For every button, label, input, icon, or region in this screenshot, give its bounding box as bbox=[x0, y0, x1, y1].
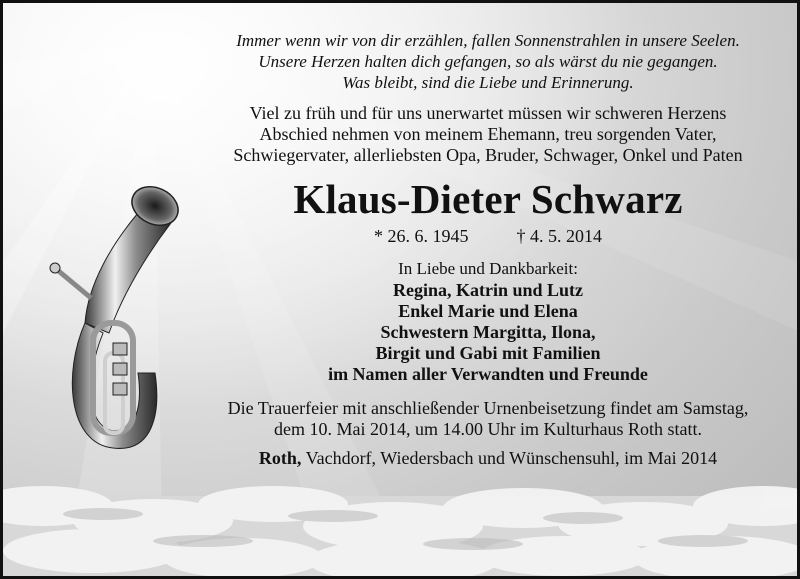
funeral-service-info bbox=[188, 398, 788, 440]
deceased-name: Klaus-Dieter Schwarz bbox=[293, 176, 683, 222]
place-town: Roth, bbox=[258, 448, 302, 468]
mourner-line: im Namen aller Verwandten und Freunde bbox=[328, 364, 648, 384]
intro-line: Schwiegervater, allerliebsten Opa, Bruder, Schwager, Onkel und Paten bbox=[233, 145, 743, 165]
intro-text bbox=[188, 103, 788, 166]
life-dates bbox=[188, 224, 788, 248]
service-line: Die Trauerfeier mit anschließender Urnenbeisetzung findet am Samstag, bbox=[227, 398, 749, 418]
poem-line: Immer wenn wir von dir erzählen, fallen Sonnenstrahlen in unsere Seelen. bbox=[236, 31, 740, 50]
mourner-line: Birgit und Gabi mit Familien bbox=[375, 343, 601, 363]
mourner-line: Enkel Marie und Elena bbox=[398, 301, 578, 321]
mourners-list bbox=[188, 280, 788, 385]
poem-line: Unsere Herzen halten dich gefangen, so als wärst du nie gegangen. bbox=[258, 52, 718, 71]
intro-line: Abschied nehmen von meinem Ehemann, treu sorgenden Vater, bbox=[259, 124, 717, 144]
tenor-horn-icon bbox=[43, 173, 183, 458]
thanks-line: In Liebe und Dankbarkeit: bbox=[398, 259, 578, 278]
mourner-line: Regina, Katrin und Lutz bbox=[392, 280, 584, 300]
service-line: dem 10. Mai 2014, um 14.00 Uhr im Kulturhaus Roth statt. bbox=[274, 419, 702, 439]
place-rest: Vachdorf, Wiedersbach und Wünschensuhl, im Mai 2014 bbox=[301, 448, 718, 468]
death-date: † 4. 5. 2014 bbox=[516, 226, 602, 246]
mourner-line: Schwestern Margitta, Ilona, bbox=[380, 322, 596, 342]
cloud-layer bbox=[3, 466, 800, 576]
place-and-date bbox=[188, 446, 788, 470]
poem bbox=[188, 30, 788, 93]
birth-date: * 26. 6. 1945 bbox=[374, 226, 469, 246]
poem-line: Was bleibt, sind die Liebe und Erinnerung. bbox=[342, 73, 634, 92]
intro-line: Viel zu früh und für uns unerwartet müssen wir schweren Herzens bbox=[249, 103, 727, 123]
